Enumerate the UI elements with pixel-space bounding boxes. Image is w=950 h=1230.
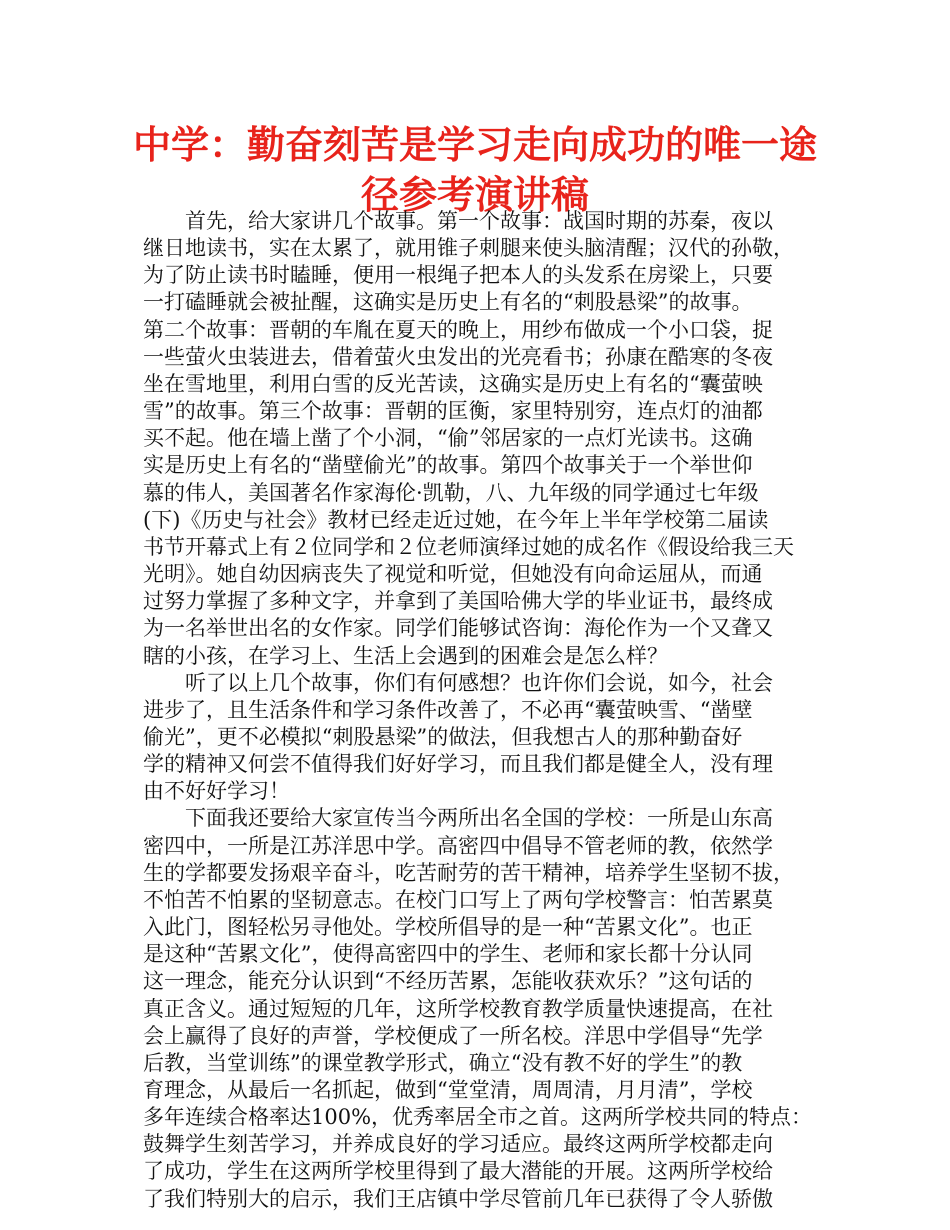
paragraph-reflection: 听了以上几个故事，你们有何感想？也许你们会说，如今，社会 进步了，且生活条件和学习条件改善了，不必再“囊萤映雪、“凿壁 偷光”，更不必模拟“刺股悬梁”的做法，但我想古人的那种勤奋好 学的精神又何尝不值得我们好好学习，而且我们都是健全人，没有理 由不好好学习！ [143,670,773,804]
document-title [130,120,820,220]
title-line-2: 径参考演讲稿 [360,173,589,217]
paragraph-schools: 下面我还要给大家宣传当今两所出名全国的学校：一所是山东高 密四中，一所是江苏洋思中学。高密四中倡导不管老师的教，依然学 生的学都要发扬艰辛奋斗，吃苦耐劳的苦干精神，培养学生坚韧不拔， 不怕苦不怕累的坚韧意志。在校门口写上了两句学校警言：怕苦累莫 入此门，图轻松另寻他处。学校所倡导的是一种“苦累文化”。也正 是这种“苦累文化”，使得高密四中的学生、老师和家长都十分认同 这一理念，能充分认识到“不经历苦累，怎能收获欢乐？”这句话的 真正含义。通过短短的几年，这所学校教育教学质量快速提高，在社 会上赢得了良好的声誉，学校便成了一所名校。洋思中学倡导“先学 后教，当堂训练”的课堂教学形式，确立“没有教不好的学生”的教 育理念，从最后一名抓起，做到“堂堂清，周周清，月月清”，学校 多年连续合格率达100%，优秀率居全市之首。这两所学校共同的特点： 鼓舞学生刻苦学习，并养成良好的学习适应。最终这两所学校都走向 了成功，学生在这两所学校里得到了最大潜能的开展。这两所学校给 了我们特别大的启示，我们王店镇中学尽管前几年已获得了令人骄傲 [143,806,813,1211]
paragraph-stories: 首先，给大家讲几个故事。第一个故事：战国时期的苏秦，夜以 继日地读书，实在太累了，就用锥子刺腿来使头脑清醒；汉代的孙敬， 为了防止读书时瞌睡，便用一根绳子把本人的头发系在房梁上，只要 一打磕睡就会被扯醒，这确实是历史上有名的“刺股悬梁”的故事。 第二个故事：晋朝的车胤在夏天的晚上，用纱布做成一个小口袋，捉 一些萤火虫装进去，借着萤火虫发出的光亮看书；孙康在酷寒的冬夜 坐在雪地里，利用白雪的反光苦读，这确实是历史上有名的“囊萤映 雪”的故事。第三个故事：晋朝的匡衡，家里特别穷，连点灯的油都 买不起。他在墙上凿了个小洞，“偷”邻居家的一点灯光读书。这确 实是历史上有名的“凿壁偷光”的故事。第四个故事关于一个举世仰 慕的伟人，美国著名作家海伦·凯勒，八、九年级的同学通过七年级 (下)《历史与社会》教材已经走近过她，在今年上半年学校第二届读 书节开幕式上有２位同学和２位老师演绎过她的成名作《假设给我三天 光明》。她自幼因病丧失了视觉和听觉，但她没有向命运屈从，而通 过努力掌握了多种文字，并拿到了美国哈佛大学的毕业证书，最终成 为一名举世出名的女作家。同学们能够试咨询：海伦作为一个又聋又 瞎的小孩，在学习上、生活上会遇到的困难会是怎么样？ [143,209,794,668]
title-line-1: 中学：勤奋刻苦是学习走向成功的唯一途 [132,123,817,167]
document-body [143,208,829,1213]
